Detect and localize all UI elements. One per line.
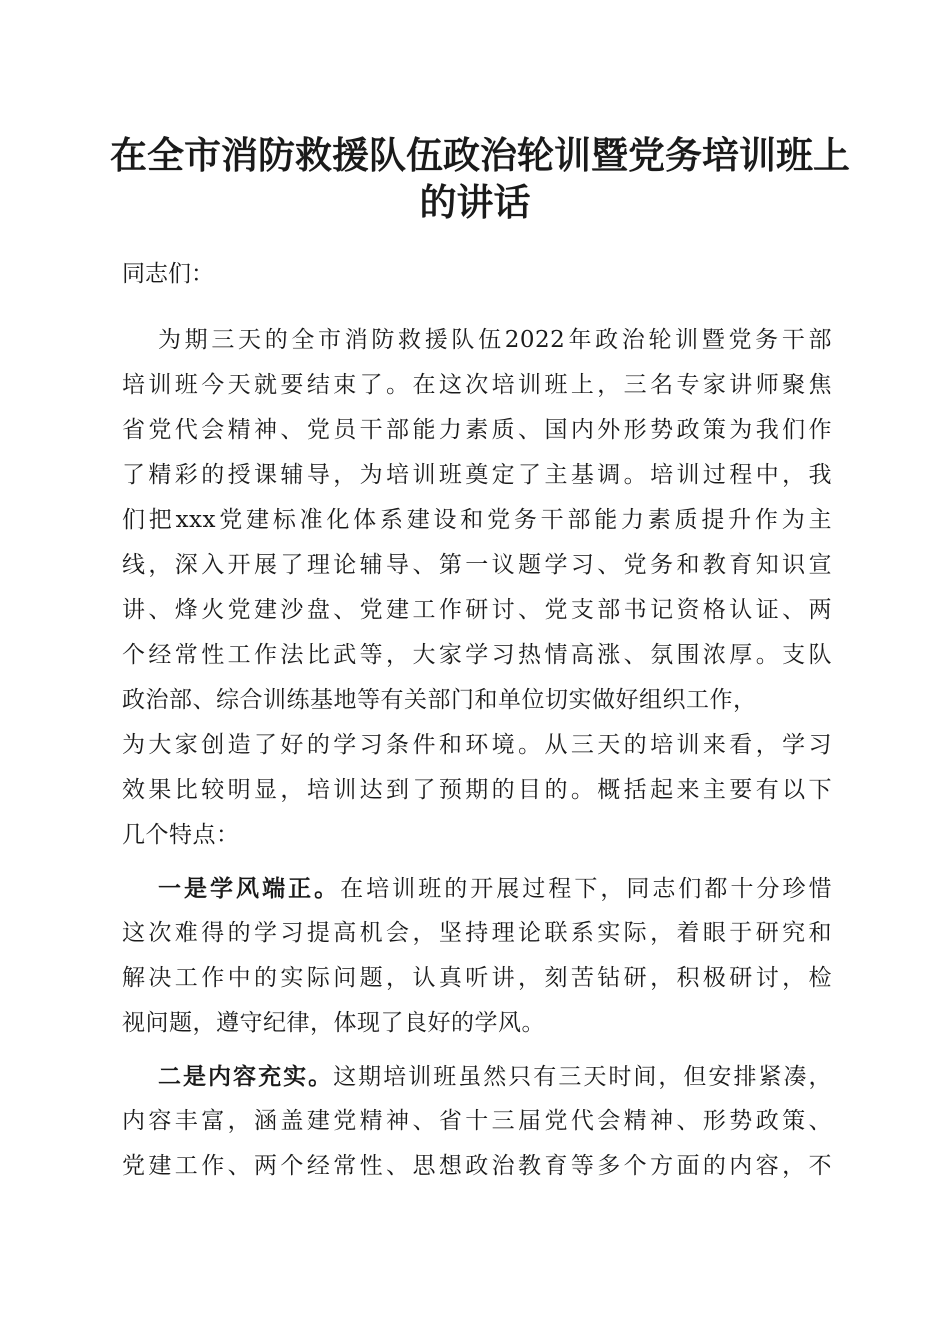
text-line: 内容丰富，涵盖建党精神、省十三届党代会精神、形势政策、 [122, 1108, 832, 1134]
text-line: 视问题，遵守纪律，体现了良好的学风。 [122, 1010, 545, 1036]
text-line: 讲、烽火党建沙盘、党建工作研讨、党支部书记资格认证、两 [122, 597, 832, 623]
text-line: 政治部、综合训练基地等有关部门和单位切实做好组织工作， [122, 687, 757, 713]
paragraph-3 [122, 1054, 832, 1189]
text-line: 党建工作、两个经常性、思想政治教育等多个方面的内容，不 [122, 1153, 832, 1179]
text-line: 省党代会精神、党员干部能力素质、国内外形势政策为我们作 [122, 417, 832, 443]
document-body [122, 318, 832, 1189]
text-line [122, 1054, 832, 1099]
paragraph-lead: 二是内容充实。 [158, 1063, 334, 1090]
text-line: 几个特点： [122, 822, 240, 848]
text-line: 为期三天的全市消防救援队伍2022年政治轮训暨党务干部 [158, 327, 832, 353]
salutation: 同志们： [122, 261, 214, 287]
document-title [110, 132, 850, 226]
paragraph-lead: 一是学风端正。 [158, 875, 341, 902]
text-line: 了精彩的授课辅导，为培训班奠定了主基调。培训过程中，我 [122, 462, 832, 488]
text-line: 个经常性工作法比武等，大家学习热情高涨、氛围浓厚。支队 [122, 642, 832, 668]
title-line: 在全市消防救援队伍政治轮训暨党务培训班上 [110, 133, 850, 177]
text-line: 效果比较明显，培训达到了预期的目的。概括起来主要有以下 [122, 777, 832, 803]
title-line: 的讲话 [419, 180, 531, 224]
paragraph-text: 这期培训班虽然只有三天时间，但安排紧凑， [333, 1064, 833, 1090]
text-line: 培训班今天就要结束了。在这次培训班上，三名专家讲师聚焦 [122, 372, 832, 398]
text-line: 为大家创造了好的学习条件和环境。从三天的培训来看，学习 [122, 732, 832, 758]
text-line: 线，深入开展了理论辅导、第一议题学习、党务和教育知识宣 [122, 552, 832, 578]
text-line: 解决工作中的实际问题，认真听讲，刻苦钻研，积极研讨，检 [122, 965, 832, 991]
text-line [122, 866, 832, 911]
paragraph-1 [122, 318, 832, 858]
text-line: 们把xxx党建标准化体系建设和党务干部能力素质提升作为主 [122, 507, 832, 533]
paragraph-gap [122, 1046, 832, 1054]
paragraph-gap [122, 858, 832, 866]
text-line: 这次难得的学习提高机会，坚持理论联系实际，着眼于研究和 [122, 920, 832, 946]
paragraph-text: 在培训班的开展过程下，同志们都十分珍惜 [340, 876, 833, 902]
paragraph-2 [122, 866, 832, 1046]
